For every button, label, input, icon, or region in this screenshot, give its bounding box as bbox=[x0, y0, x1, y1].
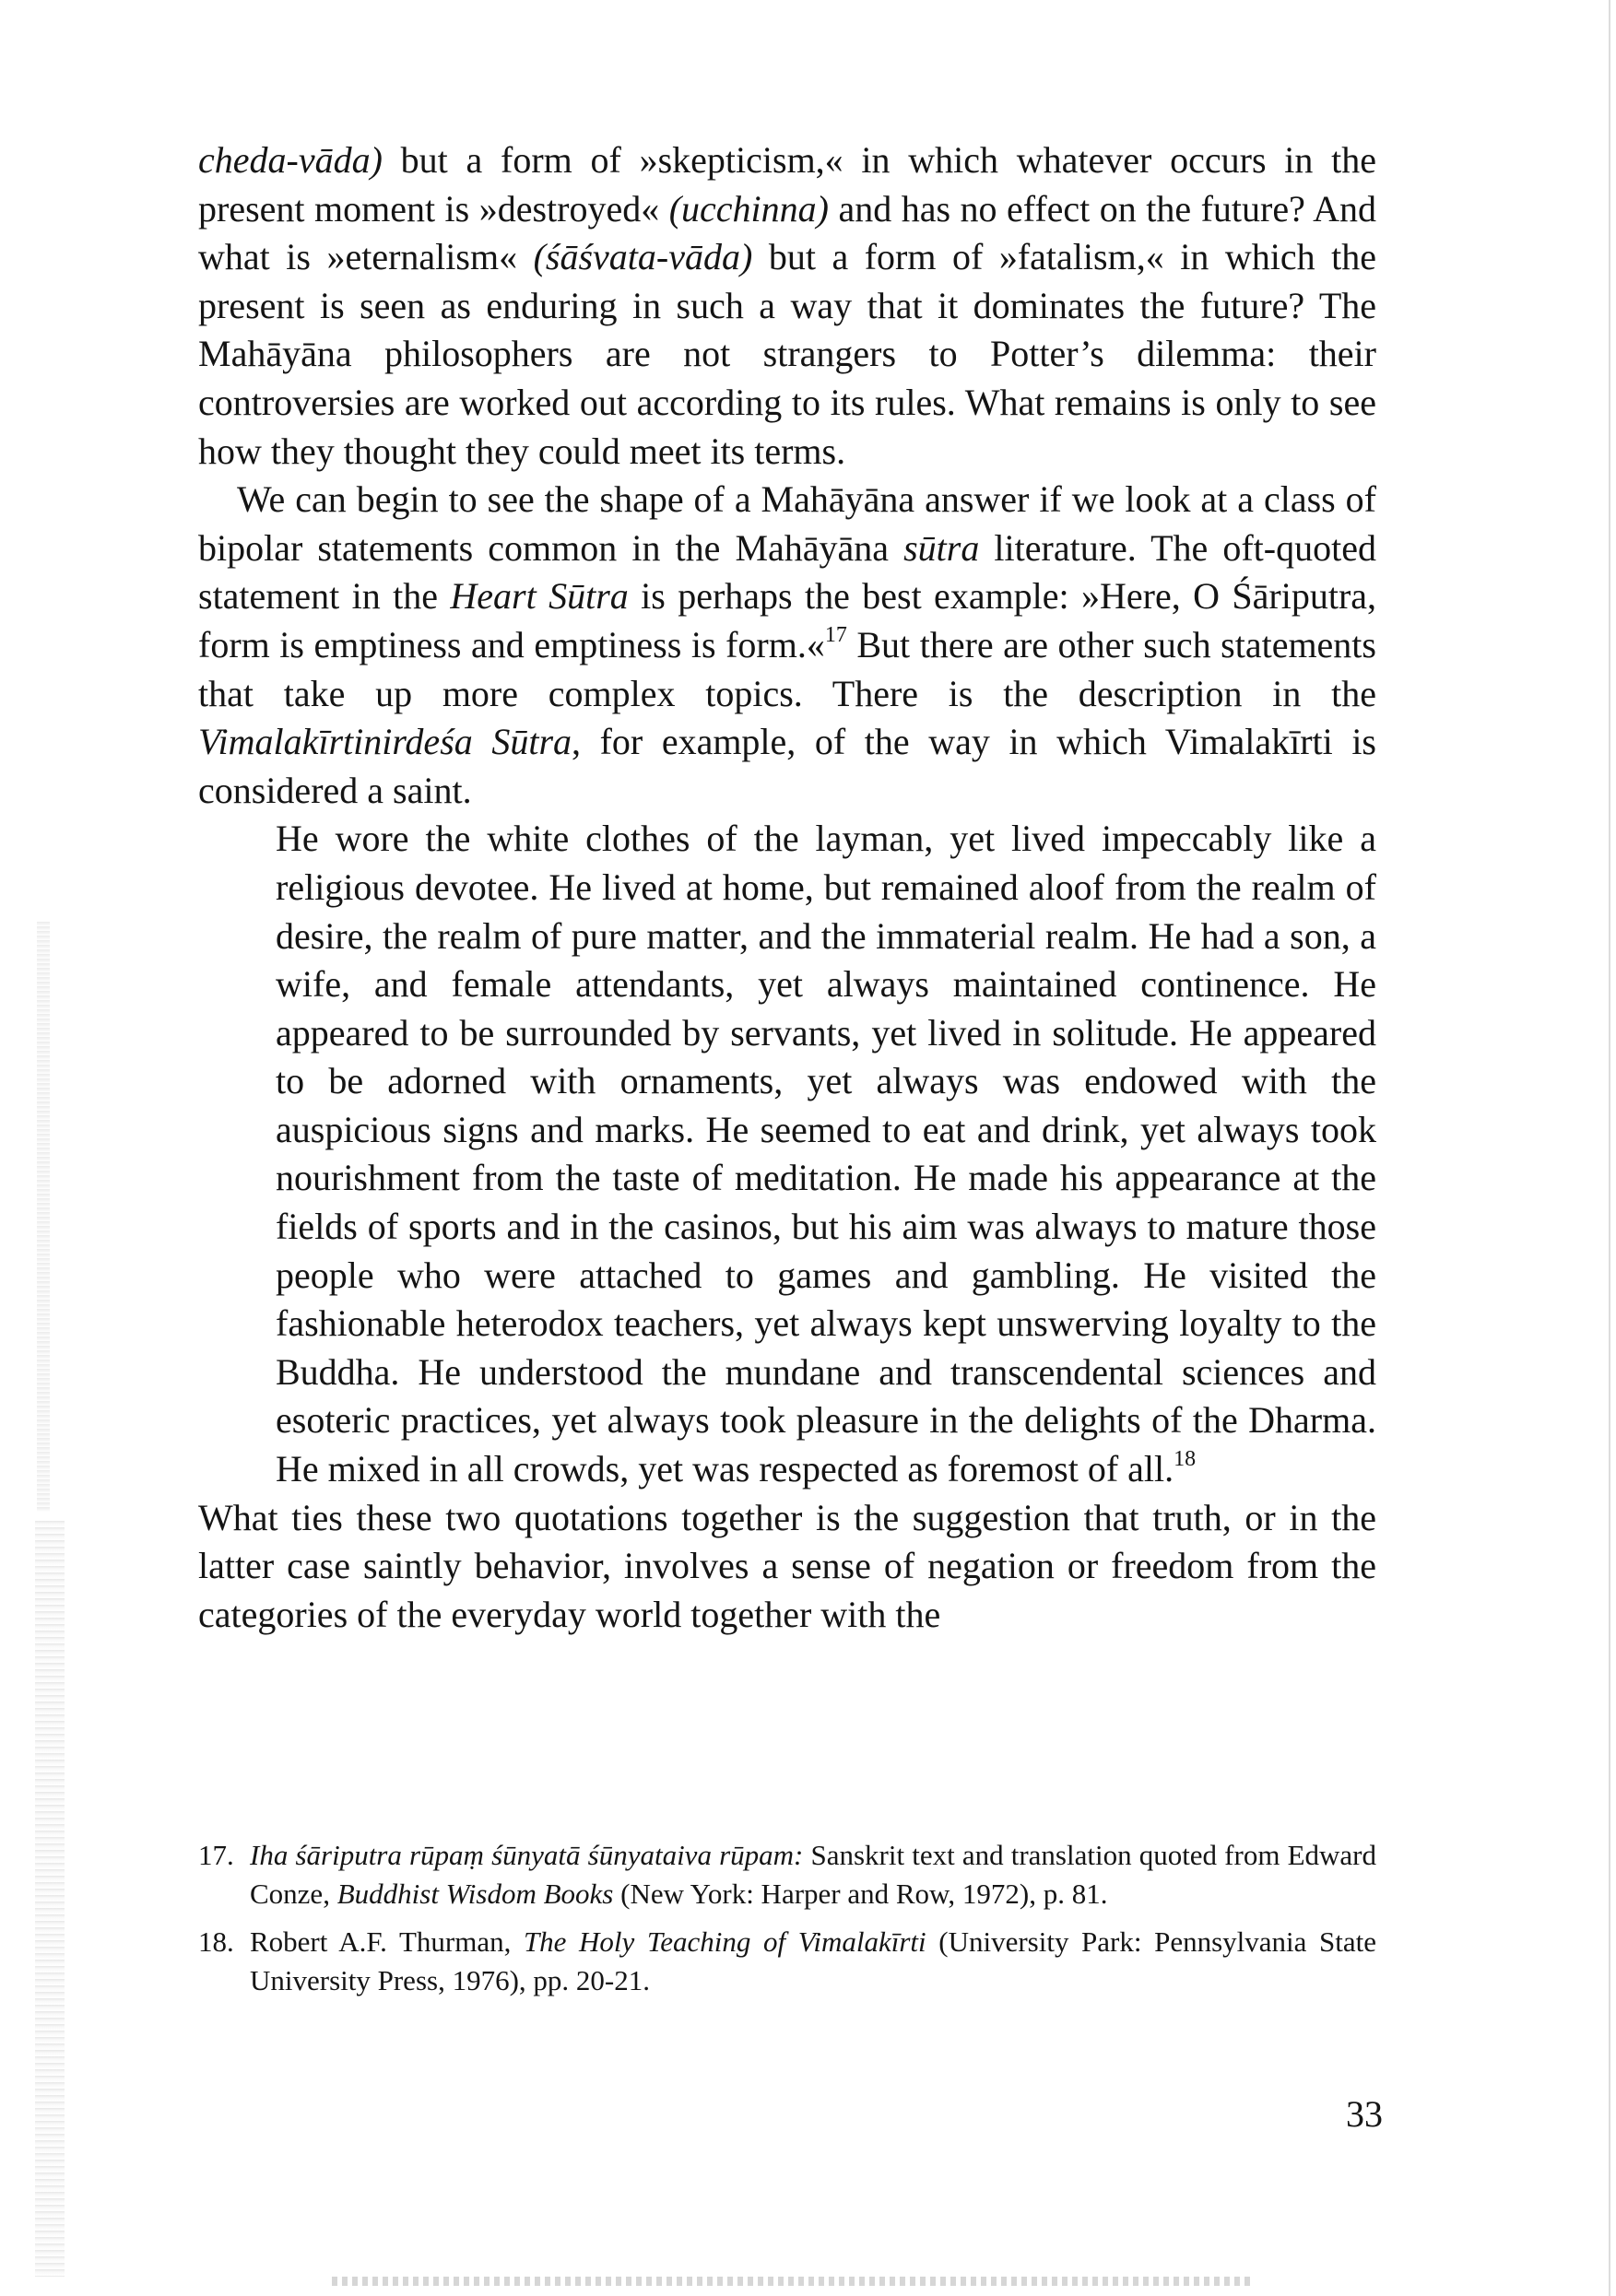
text-run: but a form of »fatalism,« in which the present is seen as enduring in such a way that it dominates the future? The Mahāyāna philosophers are not strangers to Potter’s dilemma: their controversies are worked out according to its rules. What remains is only to see how they thought they could meet its terms. bbox=[198, 236, 1376, 472]
footnotes bbox=[198, 1836, 1376, 2009]
italic-term: Iha śāriputra rūpaṃ śūnyatā śūnyataiva rūpam: bbox=[250, 1839, 804, 1871]
scan-right-edge bbox=[1609, 0, 1610, 2296]
text-run: is perhaps the best example: »Here, O Śāriputra, form is emptiness and emptiness is form.« bbox=[198, 575, 1377, 665]
text-run: but a form of »skepticism,« in which whatever occurs in the present moment is »destroyed« bbox=[198, 139, 1376, 230]
footnote-17 bbox=[198, 1836, 1376, 1913]
footnote-text bbox=[250, 1923, 1376, 2000]
italic-term: sūtra bbox=[903, 526, 980, 569]
text-run: But there are other such statements that take up more complex topics. There is the description in the bbox=[198, 623, 1376, 714]
footnote-number: 18. bbox=[198, 1925, 234, 1958]
text-run: and has no effect on the future? And what is »eternalism« bbox=[198, 187, 1376, 278]
text-run: , for example, of the way in which Vimalakīrti is considered a saint. bbox=[198, 721, 1376, 811]
italic-term: cheda-vāda) bbox=[198, 139, 383, 181]
scan-edge-artifact-upper bbox=[37, 922, 50, 1512]
italic-title: Heart Sūtra bbox=[450, 575, 629, 618]
italic-title: Buddhist Wisdom Books bbox=[336, 1878, 614, 1910]
footnote-number: 17. bbox=[198, 1839, 234, 1871]
paragraph-bipolar-statements bbox=[198, 476, 1376, 815]
italic-term: (śāśvata-vāda) bbox=[533, 236, 753, 278]
scan-edge-artifact bbox=[35, 1521, 65, 2277]
italic-term: (ucchinna) bbox=[668, 187, 829, 230]
footnote-text bbox=[250, 1836, 1376, 1913]
block-quote bbox=[276, 815, 1376, 1493]
scan-bottom-marks bbox=[332, 2277, 1254, 2286]
footnote-ref-18: 18 bbox=[1174, 1446, 1197, 1471]
italic-title: Vimalakīrtinirdeśa Sūtra bbox=[198, 721, 572, 763]
quote-text: He wore the white clothes of the layman, yet lived impeccably like a religious devotee. He lived at home, but remained aloof from the realm of desire, the realm of pure matter, and the immaterial realm. He had a son, a wife, and female attendants, yet always maintained continence. He appeared to be surrounded by servants, yet lived in solitude. He appeared to be adorned with ornaments, yet always was endowed with the auspicious signs and marks. He seemed to eat and drink, yet always took nourishment from the taste of meditation. He made his appearance at the fields of sports and in the casinos, but his aim was always to mature those people who were attached to games and gambling. He visited the fashionable heterodox teachers, yet always kept unswerving loyalty to the Buddha. He understood the mundane and transcendental sciences and esoteric practices, yet always took pleasure in the delights of the Dharma. He mixed in all crowds, yet was respected as foremost of all. bbox=[276, 818, 1376, 1490]
footnote-18 bbox=[198, 1923, 1376, 2000]
text-run: We can begin to see the shape of a Mahāyāna answer if we look at a class of bipolar statements common in the Mahāyāna bbox=[198, 478, 1376, 569]
text-run: Sanskrit text and translation quoted from Edward Conze, bbox=[250, 1839, 1376, 1910]
text-run: literature. The oft-quoted statement in the bbox=[198, 526, 1376, 618]
text-run: (New York: Harper and Row, 1972), p. 81. bbox=[613, 1878, 1108, 1910]
paragraph-continued bbox=[198, 136, 1376, 476]
text-run: What ties these two quotations together is the suggestion that truth, or in the latter case saintly behavior, involves a sense of negation or freedom from the categories of the everyday world together with the bbox=[198, 1496, 1376, 1635]
footnote-ref-17: 17 bbox=[824, 622, 847, 647]
paragraph-continuation bbox=[198, 1494, 1376, 1640]
italic-title: The Holy Teaching of Vimalakīrti bbox=[523, 1925, 926, 1958]
main-text bbox=[198, 136, 1376, 1639]
text-run: Robert A.F. Thurman, bbox=[250, 1925, 524, 1958]
text-run: (University Park: Pennsylvania State University Press, 1976), pp. 20-21. bbox=[250, 1925, 1376, 1996]
page-number: 33 bbox=[1346, 2093, 1383, 2135]
